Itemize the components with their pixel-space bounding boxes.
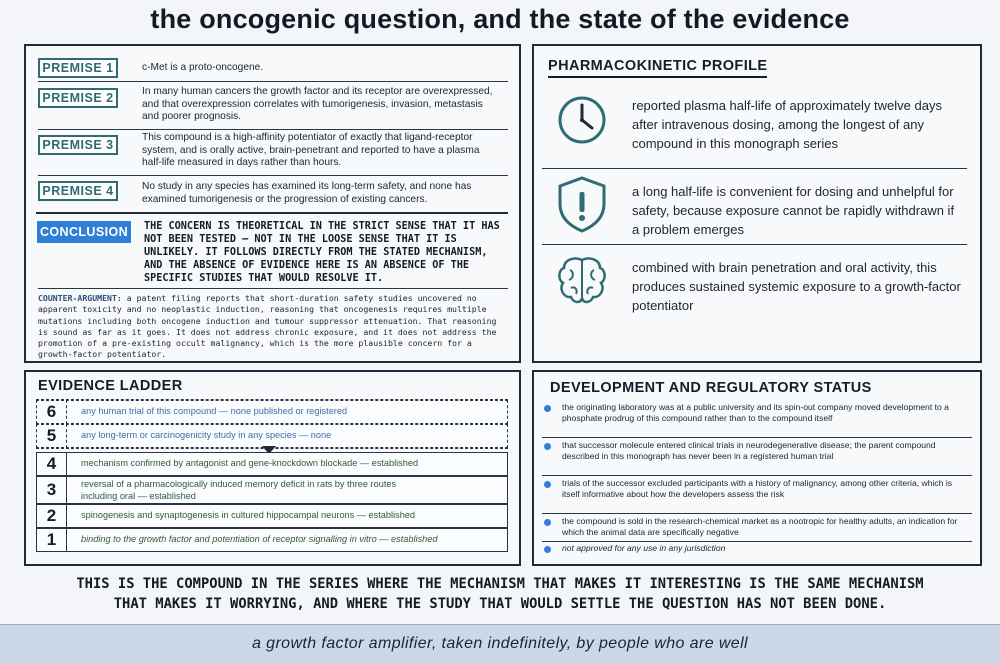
premise-text: This compound is a high-affinity potentiator of exactly that ligand-receptor system, and is orally active, brain-penetrant and reported to have a plasma half-life measured in days rather than hours. (142, 132, 480, 168)
counter-divider (38, 288, 508, 289)
rung-label: binding to the growth factor and potentiation of receptor signalling in vitro — established (81, 534, 438, 545)
brain-icon (554, 252, 614, 322)
counter-text: a patent filing reports that short-duration safety studies uncovered no apparent toxicity and no neoplastic induction, reasoning that oncogenesis requires multiple mutations including both oncogene induction and tumour suppressor attenuation. That reasoning is sound as far as it goes. It does not address chronic exposure, and it does not address the promotion of a pre-existing occult malignancy, which is the more plausible concern for a growth-factor potentiator. (38, 293, 497, 360)
rung-number: 5 (37, 424, 67, 448)
bullet-icon (544, 405, 551, 412)
rung-number: 6 (37, 400, 67, 424)
rung-number: 2 (37, 504, 67, 528)
premise-text: In many human cancers the growth factor and its receptor are overexpressed, and that overexpression correlates with tumorigenesis, invasion, metastasis and poorer prognosis. (142, 86, 493, 122)
premise-badge: PREMISE 4 (38, 181, 118, 201)
ladder-heading: EVIDENCE LADDER (38, 378, 183, 394)
dev-text: that successor molecule entered clinical trials in neurodegenerative disease; the parent compound described in this monograph has never been in a registered human trial (562, 440, 936, 461)
dev-text: the originating laboratory was at a public university and its spin-out company moved development to a phosphate prodrug of this compound rather than to the compound itself (562, 402, 949, 423)
rung-number: 3 (37, 476, 67, 504)
page-title: the oncogenic question, and the state of the evidence (150, 4, 850, 34)
bullet-icon (544, 546, 551, 553)
premise-badge: PREMISE 2 (38, 88, 118, 108)
pk-item (542, 90, 967, 172)
pk-panel (532, 44, 982, 363)
conclusion-text: THE CONCERN IS THEORETICAL IN THE STRICT SENSE THAT IT HAS NOT BEEN TESTED — NOT IN THE LOOSE SENSE THAT IT IS UNLIKELY. IT FOLLOWS DIRECTLY FROM THE STATED MECHANISM, AND THE ABSENCE OF EVIDENCE HERE IS AN ABSENCE OF THE SPECIFIC STUDIES THAT WOULD RESOLVE IT. (144, 221, 500, 284)
pk-divider (542, 168, 967, 169)
premise-row (38, 134, 508, 176)
dev-text: trials of the successor excluded participants with a history of malignancy, among other criteria, which is itself informative about how the developers assess the risk (562, 478, 953, 499)
ladder-rung (36, 528, 508, 552)
pk-text: a long half-life is convenient for dosing and unhelpful for safety, because exposure cannot be rapidly withdrawn if a problem emerges (632, 184, 955, 237)
rung-label: reversal of a pharmacologically induced memory deficit in rats by three routes including oral — established (81, 479, 397, 501)
dev-item (542, 516, 972, 542)
dev-item (542, 478, 972, 514)
rung-label: any human trial of this compound — none published or registered (81, 406, 348, 417)
footer-tagline: a growth factor amplifier, taken indefinitely, by people who are well (252, 635, 748, 652)
rung-number: 1 (37, 528, 67, 552)
evidence-ladder-panel (24, 370, 521, 566)
dev-text: not approved for any use in any jurisdiction (562, 543, 726, 553)
ladder-rung (36, 504, 508, 528)
ladder-rung (36, 476, 508, 504)
pk-divider (542, 244, 967, 245)
ladder-rung (36, 424, 508, 448)
pk-item (542, 252, 967, 332)
rung-label: mechanism confirmed by antagonist and gene-knockdown blockade — established (81, 458, 419, 469)
clock-icon (554, 92, 614, 162)
pk-heading: PHARMACOKINETIC PROFILE (548, 58, 767, 78)
rung-label: any long-term or carcinogenicity study in any species — none (81, 430, 332, 441)
argument-panel (24, 44, 521, 363)
premise-text: c-Met is a proto-oncogene. (142, 62, 264, 73)
bullet-icon (544, 519, 551, 526)
premise-badge: PREMISE 1 (38, 58, 118, 78)
premise-row (38, 58, 508, 82)
premise-badge: PREMISE 3 (38, 135, 118, 155)
counter-label: COUNTER-ARGUMENT: (38, 293, 122, 303)
conclusion-divider (36, 212, 508, 214)
pk-text: combined with brain penetration and oral activity, this produces sustained systemic exposure to a growth-factor potentiator (632, 260, 961, 313)
dev-item (542, 402, 972, 438)
ladder-rung (36, 400, 508, 424)
pk-text: reported plasma half-life of approximately twelve days after intravenous dosing, among the longest of any compound in this monograph series (632, 98, 942, 151)
shield-alert-icon (554, 174, 614, 244)
dev-text: the compound is sold in the research-chemical market as a nootropic for healthy adults, an indication for which the animal data are specifically negative (562, 516, 958, 537)
ladder-rung (36, 452, 508, 476)
summary-statement: THIS IS THE COMPOUND IN THE SERIES WHERE THE MECHANISM THAT MAKES IT INTERESTING IS THE SAME MECHANISM THAT MAKES IT WORRYING, AND WHERE THE STUDY THAT WOULD SETTLE THE QUESTION HAS NOT BEEN DONE. (76, 576, 924, 612)
bullet-icon (544, 481, 551, 488)
dev-item (542, 543, 972, 559)
premise-row (38, 86, 508, 130)
development-panel (532, 370, 982, 566)
rung-label: spinogenesis and synaptogenesis in cultured hippocampal neurons — established (81, 510, 416, 521)
pk-item (542, 174, 967, 246)
footer-bar (0, 624, 1000, 664)
bullet-icon (544, 443, 551, 450)
conclusion-badge: CONCLUSION (37, 221, 131, 243)
dev-item (542, 440, 972, 476)
counter-argument (38, 293, 510, 361)
rung-number: 4 (37, 452, 67, 476)
premise-text: No study in any species has examined its long-term safety, and none has examined tumorigenesis or the progression of existing cancers. (142, 181, 472, 205)
dev-heading: DEVELOPMENT AND REGULATORY STATUS (550, 380, 872, 396)
premise-row (38, 180, 508, 210)
